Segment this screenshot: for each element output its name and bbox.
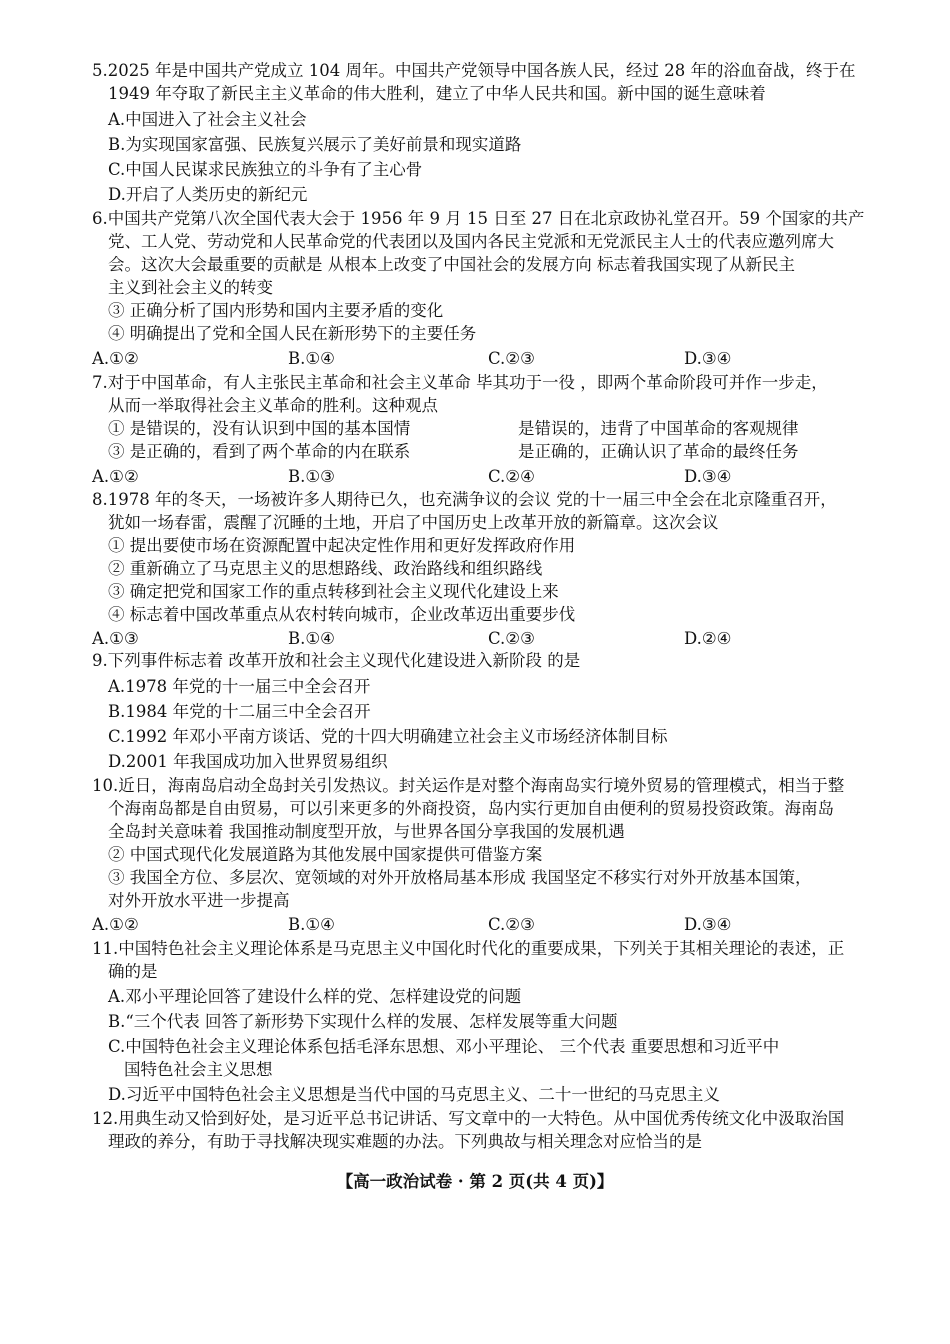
q10-statement-2: ② 中国式现代化发展道路为其他发展中国家提供可借鉴方案	[108, 845, 543, 864]
q6-stem-line-2: 党、工人党、劳动党和人民革命党的代表团以及国内各民主党派和无党派民主人士的代表应邀列席大	[108, 232, 834, 251]
q10-statement-cont: 对外开放水平进一步提高	[108, 891, 290, 910]
q8-statement-1: ① 提出要使市场在资源配置中起决定性作用和更好发挥政府作用	[108, 536, 576, 555]
q8-choice-a: A.①③	[92, 629, 139, 648]
q6-choice-d: D.③④	[684, 349, 732, 368]
q8-choice-c: C.②③	[488, 629, 535, 648]
q6-statement-3: ③ 正确分析了国内形势和国内主要矛盾的变化	[108, 301, 444, 320]
q7-choice-c: C.②④	[488, 467, 535, 486]
q7-statement-4: 是正确的，正确认识了革命的最终任务	[518, 442, 799, 461]
q9-option-c: C.1992 年邓小平南方谈话、党的十四大明确建立社会主义市场经济体制目标	[108, 727, 668, 746]
q8-choice-d: D.②④	[684, 629, 732, 648]
q6-choice-c: C.②③	[488, 349, 535, 368]
q6-choice-a: A.①②	[92, 349, 139, 368]
q5-option-c: C.中国人民谋求民族独立的斗争有了主心骨	[108, 160, 423, 179]
q5-stem-line-1: 5.2025 年是中国共产党成立 104 周年。中国共产党领导中国各族人民，经过 28 年的浴血奋战，终于在	[92, 61, 856, 80]
q10-choice-a: A.①②	[92, 915, 139, 934]
q5-option-a: A.中国进入了社会主义社会	[108, 110, 307, 129]
q11-stem-line-2: 确的是	[108, 962, 158, 981]
q8-statement-4: ④ 标志着中国改革重点从农村转向城市，企业改革迈出重要步伐	[108, 605, 576, 624]
q7-choice-d: D.③④	[684, 467, 732, 486]
q6-stem-line-3: 会。这次大会最重要的贡献是 从根本上改变了中国社会的发展方向 标志着我国实现了从新民主	[108, 255, 795, 274]
q11-stem-line-1: 11.中国特色社会主义理论体系是马克思主义中国化时代化的重要成果，下列关于其相关理论的表述，正	[92, 939, 845, 958]
q7-statement-2: 是错误的，违背了中国革命的客观规律	[518, 419, 799, 438]
q10-stem-line-3: 全岛封关意味着 我国推动制度型开放，与世界各国分享我国的发展机遇	[108, 822, 625, 841]
q11-option-b: B.“三个代表 回答了新形势下实现什么样的发展、怎样发展等重大问题	[108, 1012, 618, 1031]
q7-choice-b: B.①③	[288, 467, 335, 486]
q8-statement-3: ③ 确定把党和国家工作的重点转移到社会主义现代化建设上来	[108, 582, 559, 601]
page-footer: 【高一政治试卷 · 第 2 页(共 4 页)】	[336, 1172, 614, 1191]
q5-option-b: B.为实现国家富强、民族复兴展示了美好前景和现实道路	[108, 135, 522, 154]
q7-choice-a: A.①②	[92, 467, 139, 486]
q8-choice-b: B.①④	[288, 629, 335, 648]
q8-stem-line-2: 犹如一场春雷，震醒了沉睡的土地，开启了中国历史上改革开放的新篇章。这次会议	[108, 513, 719, 532]
q7-statement-3: ③ 是正确的，看到了两个革命的内在联系	[108, 442, 411, 461]
q6-stem-line-4: 主义到社会主义的转变	[108, 278, 273, 297]
q7-stem-line-1: 7.对于中国革命，有人主张民主革命和社会主义革命 毕其功于一役 ，即两个革命阶段可并作一步走，	[92, 373, 828, 392]
q10-choice-c: C.②③	[488, 915, 535, 934]
q9-stem: 9.下列事件标志着 改革开放和社会主义现代化建设进入新阶段 的是	[92, 651, 581, 670]
q7-stem-line-2: 从而一举取得社会主义革命的胜利。这种观点	[108, 396, 438, 415]
q11-option-d: D.习近平中国特色社会主义思想是当代中国的马克思主义、二十一世纪的马克思主义	[108, 1085, 720, 1104]
q8-stem-line-1: 8.1978 年的冬天，一场被许多人期待已久，也充满争议的会议 党的十一届三中全会在北京隆重召开，	[92, 490, 837, 509]
q10-choice-d: D.③④	[684, 915, 732, 934]
q10-statement-3: ③ 我国全方位、多层次、宽领域的对外开放格局基本形成 我国坚定不移实行对外开放基本国策，	[108, 868, 812, 887]
q6-statement-4: ④ 明确提出了党和全国人民在新形势下的主要任务	[108, 324, 477, 343]
q11-option-a: A.邓小平理论回答了建设什么样的党、怎样建设党的问题	[108, 987, 522, 1006]
q10-choice-b: B.①④	[288, 915, 335, 934]
q8-statement-2: ② 重新确立了马克思主义的思想路线、政治路线和组织路线	[108, 559, 543, 578]
q5-option-d: D.开启了人类历史的新纪元	[108, 185, 308, 204]
q12-stem-line-2: 理政的养分，有助于寻找解决现实难题的办法。下列典故与相关理念对应恰当的是	[108, 1132, 702, 1151]
q6-stem-line-1: 6.中国共产党第八次全国代表大会于 1956 年 9 月 15 日至 27 日在北京政协礼堂召开。59 个国家的共产	[92, 209, 865, 228]
q11-option-c: C.中国特色社会主义理论体系包括毛泽东思想、邓小平理论、 三个代表 重要思想和习近平中	[108, 1037, 780, 1056]
q10-stem-line-2: 个海南岛都是自由贸易，可以引来更多的外商投资，岛内实行更加自由便利的贸易投资政策。海南岛	[108, 799, 834, 818]
q12-stem-line-1: 12.用典生动又恰到好处，是习近平总书记讲话、写文章中的一大特色。从中国优秀传统文化中汲取治国	[92, 1109, 845, 1128]
q10-stem-line-1: 10.近日，海南岛启动全岛封关引发热议。封关运作是对整个海南岛实行境外贸易的管理模式，相当于整	[92, 776, 845, 795]
q5-stem-line-2: 1949 年夺取了新民主主义革命的伟大胜利，建立了中华人民共和国。新中国的诞生意味着	[108, 84, 766, 103]
q9-option-d: D.2001 年我国成功加入世界贸易组织	[108, 752, 388, 771]
q9-option-b: B.1984 年党的十二届三中全会召开	[108, 702, 371, 721]
q7-statement-1: ① 是错误的，没有认识到中国的基本国情	[108, 419, 411, 438]
q11-option-c-cont: 国特色社会主义思想	[124, 1060, 273, 1079]
q6-choice-b: B.①④	[288, 349, 335, 368]
q9-option-a: A.1978 年党的十一届三中全会召开	[108, 677, 371, 696]
